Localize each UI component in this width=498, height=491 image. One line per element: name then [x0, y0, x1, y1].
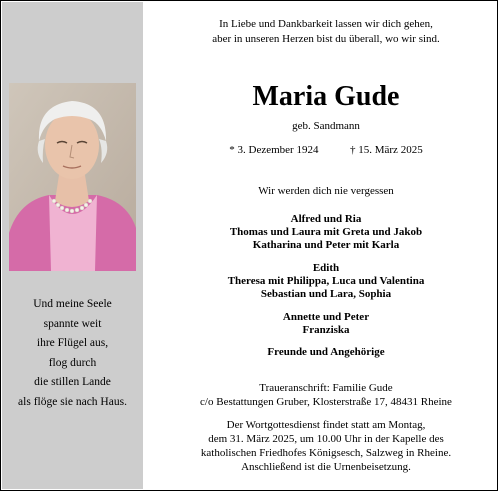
- address-line: Traueranschrift: Familie Gude: [259, 382, 393, 394]
- poem-line: Und meine Seele: [33, 298, 112, 310]
- portrait-illustration: [9, 83, 136, 271]
- address-line: c/o Bestattungen Gruber, Klosterstraße 17, 48431 Rheine: [200, 396, 452, 408]
- maiden-name: geb. Sandmann: [292, 120, 360, 132]
- poem-line: flog durch: [48, 356, 97, 369]
- family-line: Sebastian und Lara, Sophia: [260, 288, 392, 300]
- family-line: Franziska: [302, 324, 350, 336]
- deceased-name: Maria Gude: [252, 81, 400, 112]
- farewell-line: Wir werden dich nie vergessen: [258, 185, 394, 197]
- family-line: Alfred und Ria: [290, 213, 362, 225]
- family-line: Thomas und Laura mit Greta und Jakob: [229, 226, 423, 238]
- service-line: Der Wortgottesdienst findet statt am Montag,: [226, 419, 426, 431]
- family-line: Katharina und Peter mit Karla: [252, 239, 400, 251]
- portrait-photo: [9, 83, 136, 271]
- life-dates: [151, 144, 498, 157]
- header-line: In Liebe und Dankbarkeit lassen wir dich gehen,: [219, 18, 433, 30]
- birth-date: * 3. Dezember 1924: [229, 144, 319, 156]
- poem-line: die stillen Lande: [34, 376, 111, 388]
- header-line: aber in unseren Herzen bist du überall, wo wir sind.: [212, 33, 440, 45]
- poem-line: ihre Flügel aus,: [36, 337, 109, 349]
- family-line: Annette und Peter: [282, 311, 370, 323]
- poem-line: als flöge sie nach Haus.: [18, 395, 127, 408]
- family-line: Freunde und Angehörige: [267, 346, 385, 358]
- family-line: Edith: [312, 262, 340, 274]
- service-line: katholischen Friedhofes Königsesch, Salzweg in Rheine.: [200, 447, 452, 459]
- service-line: Anschließend ist die Urnenbeisetzung.: [241, 461, 411, 473]
- death-date: † 15. März 2025: [349, 144, 423, 156]
- family-line: Theresa mit Philippa, Luca und Valentina: [227, 275, 425, 287]
- poem: [2, 295, 143, 412]
- service-line: dem 31. März 2025, um 10.00 Uhr in der Kapelle des: [208, 433, 444, 445]
- poem-line: spannte weit: [43, 317, 102, 330]
